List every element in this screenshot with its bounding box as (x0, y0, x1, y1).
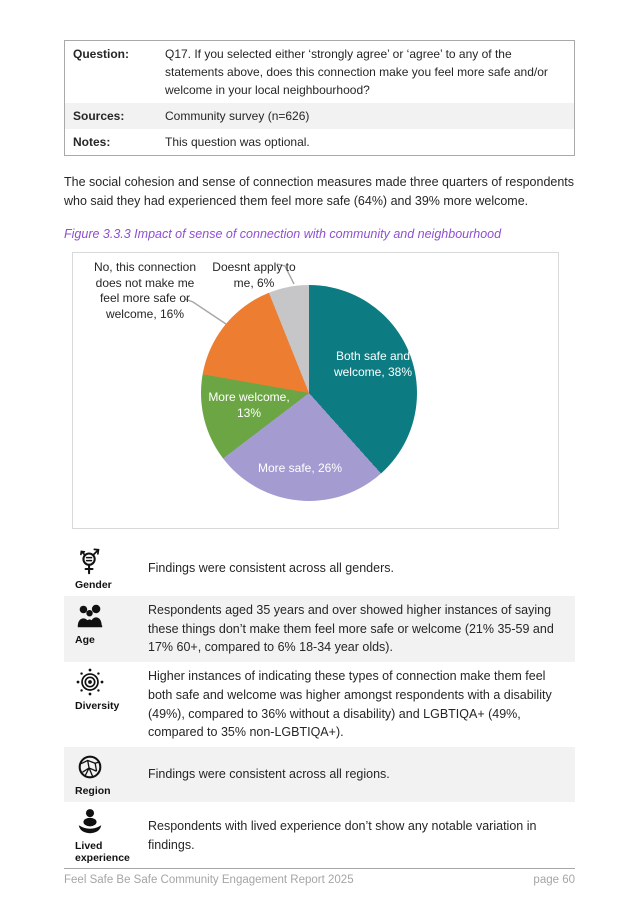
table-row-value: Q17. If you selected either ‘strongly agree’ or ‘agree’ to any of the statements above, does this connection make you feel more safe and/or welcome in your local neighbourhood? (165, 47, 548, 97)
people-group-icon (75, 601, 148, 631)
finding-category-label: Gender (75, 578, 112, 591)
pie-label-no-connection: No, this connection does not make me feel more safe or welcome, 16% (93, 259, 197, 322)
finding-row-age (64, 596, 575, 662)
hand-holding-person-icon (75, 807, 148, 837)
table-row-label: Notes: (73, 135, 111, 149)
finding-text: Respondents with lived experience don’t show any notable variation in findings. (148, 818, 537, 852)
pie-label-doesnt-apply: Doesnt apply to me, 6% (212, 259, 296, 290)
table-row-label: Sources: (73, 109, 125, 123)
finding-text: Findings were consistent across all regions. (148, 767, 390, 782)
finding-category-label: Diversity (75, 700, 120, 713)
table-row (65, 129, 575, 156)
finding-category-label: Lived experience (75, 840, 130, 865)
finding-category-label: Region (75, 785, 111, 798)
question-table (64, 40, 575, 156)
finding-text: Higher instances of indicating these types of connection make them feel both safe and welcome was higher amongst respondents with a disability (49%), compared to 36% without a disability) and LGBTIQA+ (49%, compared to 35% non-LGBTIQA+). (148, 669, 552, 740)
finding-text: Respondents aged 35 years and over showed higher instances of saying these things don’t make them feel more safe or welcome (21% 35-59 and 17% 60+, compared to 6% 18-34 year olds). (148, 602, 554, 655)
table-row-label: Question: (73, 47, 129, 61)
figure-caption: Figure 3.3.3 Impact of sense of connection with community and neighbourhood (64, 226, 502, 241)
finding-row-region (64, 747, 575, 802)
pie-label-both-safe-and-welcome: Both safe and welcome, 38% (333, 348, 413, 379)
pie-label-more-safe: More safe, 26% (257, 460, 343, 475)
pie-chart-box (72, 252, 559, 529)
finding-row-gender (64, 541, 575, 596)
footer-report-title: Feel Safe Be Safe Community Engagement Report 2025 (64, 874, 354, 886)
table-row (65, 103, 575, 129)
finding-row-diversity (64, 662, 575, 747)
finding-text: Findings were consistent across all genders. (148, 560, 394, 575)
pie-label-more-welcome: More welcome, 13% (208, 389, 290, 420)
table-row-value: This question was optional. (165, 135, 310, 149)
intro-paragraph: The social cohesion and sense of connection measures made three quarters of respondents who said they had experienced them feel more safe (64%) and 39% more welcome. (64, 175, 575, 209)
finding-row-lived-experience (64, 802, 575, 869)
target-dots-icon (75, 667, 148, 697)
table-row-value: Community survey (n=626) (165, 109, 310, 123)
gender-symbol-icon (75, 546, 148, 576)
findings-list (64, 541, 575, 870)
table-row (65, 41, 575, 104)
footer-page-number: page 60 (533, 874, 575, 886)
page-footer (64, 868, 575, 886)
globe-icon (75, 752, 148, 782)
finding-category-label: Age (75, 633, 95, 646)
